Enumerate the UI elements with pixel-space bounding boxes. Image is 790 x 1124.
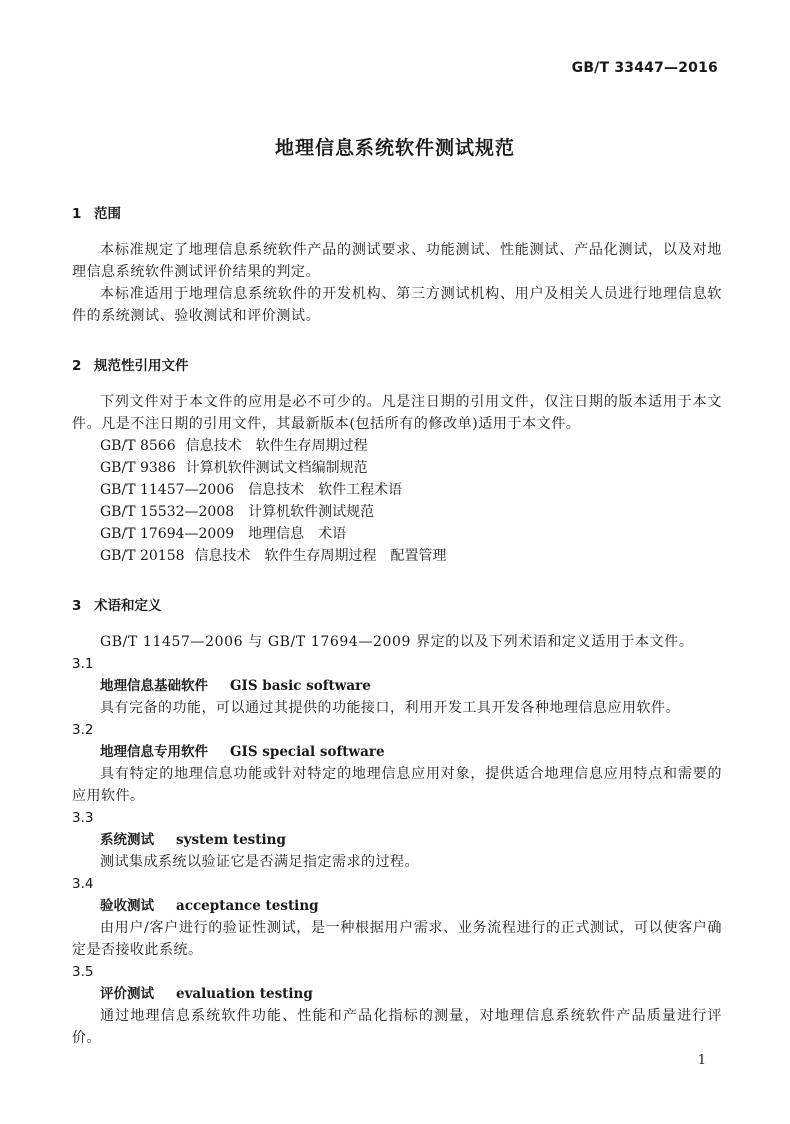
term-zh: 评价测试 bbox=[100, 986, 154, 1002]
term-definition: 具有特定的地理信息功能或针对特定的地理信息应用对象，提供适合地理信息应用特点和需要的应用软件。 bbox=[72, 766, 722, 804]
paragraph: 本标准适用于地理信息系统软件的开发机构、第三方测试机构、用户及相关人员进行地理信息软件的系统测试、验收测试和评价测试。 bbox=[72, 286, 722, 324]
term-number: 3.2 bbox=[72, 722, 94, 738]
reference-item bbox=[72, 501, 722, 523]
section-3-heading bbox=[72, 595, 722, 617]
reference-title: 计算机软件测试文档编制规范 bbox=[185, 460, 368, 476]
term-zh: 验收测试 bbox=[100, 898, 154, 914]
reference-code: GB/T 15532—2008 bbox=[100, 504, 235, 520]
section-number: 1 bbox=[72, 206, 82, 222]
term-name bbox=[72, 895, 722, 917]
term-en: GIS basic software bbox=[230, 678, 371, 694]
reference-code: GB/T 11457—2006 bbox=[100, 482, 235, 498]
reference-item bbox=[72, 479, 722, 501]
term-number: 3.5 bbox=[72, 964, 94, 980]
term-definition: 由用户/客户进行的验证性测试，是一种根据用户需求、业务流程进行的正式测试，可以使客户确定是否接收此系统。 bbox=[72, 920, 722, 958]
term-zh: 系统测试 bbox=[100, 832, 154, 848]
reference-title: 信息技术 软件生存周期过程 bbox=[185, 438, 368, 454]
term-zh: 地理信息专用软件 bbox=[100, 744, 208, 760]
reference-title: 信息技术 软件生存周期过程 配置管理 bbox=[194, 548, 447, 564]
section-title: 范围 bbox=[94, 206, 121, 222]
reference-title: 信息技术 软件工程术语 bbox=[248, 482, 403, 498]
reference-item bbox=[72, 457, 722, 479]
reference-code: GB/T 8566 bbox=[100, 438, 176, 454]
page-number: 1 bbox=[697, 1053, 706, 1068]
reference-title: 地理信息 术语 bbox=[248, 526, 347, 542]
term-definition: 测试集成系统以验证它是否满足指定需求的过程。 bbox=[100, 854, 419, 870]
document-title: 地理信息系统软件测试规范 bbox=[274, 137, 515, 159]
reference-item bbox=[72, 545, 722, 567]
reference-title: 计算机软件测试规范 bbox=[248, 504, 375, 520]
section-1-heading bbox=[72, 203, 722, 225]
reference-item bbox=[72, 435, 722, 457]
term-number: 3.3 bbox=[72, 810, 94, 826]
term-en: evaluation testing bbox=[176, 986, 313, 1002]
section-2-heading bbox=[72, 355, 722, 377]
term-name bbox=[72, 675, 722, 697]
term-name bbox=[72, 983, 722, 1005]
reference-code: GB/T 9386 bbox=[100, 460, 176, 476]
reference-code: GB/T 17694—2009 bbox=[100, 526, 235, 542]
term-en: GIS special software bbox=[230, 744, 385, 760]
standard-code: GB/T 33447—2016 bbox=[571, 60, 718, 76]
section-title: 规范性引用文件 bbox=[94, 358, 189, 374]
term-zh: 地理信息基础软件 bbox=[100, 678, 208, 694]
term-definition: 具有完备的功能，可以通过其提供的功能接口，利用开发工具开发各种地理信息应用软件。 bbox=[100, 700, 680, 716]
document-body bbox=[72, 203, 722, 1049]
term-en: system testing bbox=[176, 832, 286, 848]
term-name bbox=[72, 741, 722, 763]
paragraph: 本标准规定了地理信息系统软件产品的测试要求、功能测试、性能测试、产品化测试，以及对地理信息系统软件测试评价结果的判定。 bbox=[72, 242, 722, 280]
section-number: 2 bbox=[72, 358, 82, 374]
section-number: 3 bbox=[72, 598, 82, 614]
term-number: 3.1 bbox=[72, 656, 94, 672]
reference-item bbox=[72, 523, 722, 545]
term-definition: 通过地理信息系统软件功能、性能和产品化指标的测量，对地理信息系统软件产品质量进行评价。 bbox=[72, 1008, 722, 1046]
paragraph: 下列文件对于本文件的应用是必不可少的。凡是注日期的引用文件，仅注日期的版本适用于本文件。凡是不注日期的引用文件，其最新版本(包括所有的修改单)适用于本文件。 bbox=[72, 394, 722, 432]
term-number: 3.4 bbox=[72, 876, 94, 892]
paragraph: GB/T 11457—2006 与 GB/T 17694—2009 界定的以及下列术语和定义适用于本文件。 bbox=[100, 634, 694, 650]
term-en: acceptance testing bbox=[176, 898, 319, 914]
section-title: 术语和定义 bbox=[94, 598, 162, 614]
term-name bbox=[72, 829, 722, 851]
reference-code: GB/T 20158 bbox=[100, 548, 185, 564]
